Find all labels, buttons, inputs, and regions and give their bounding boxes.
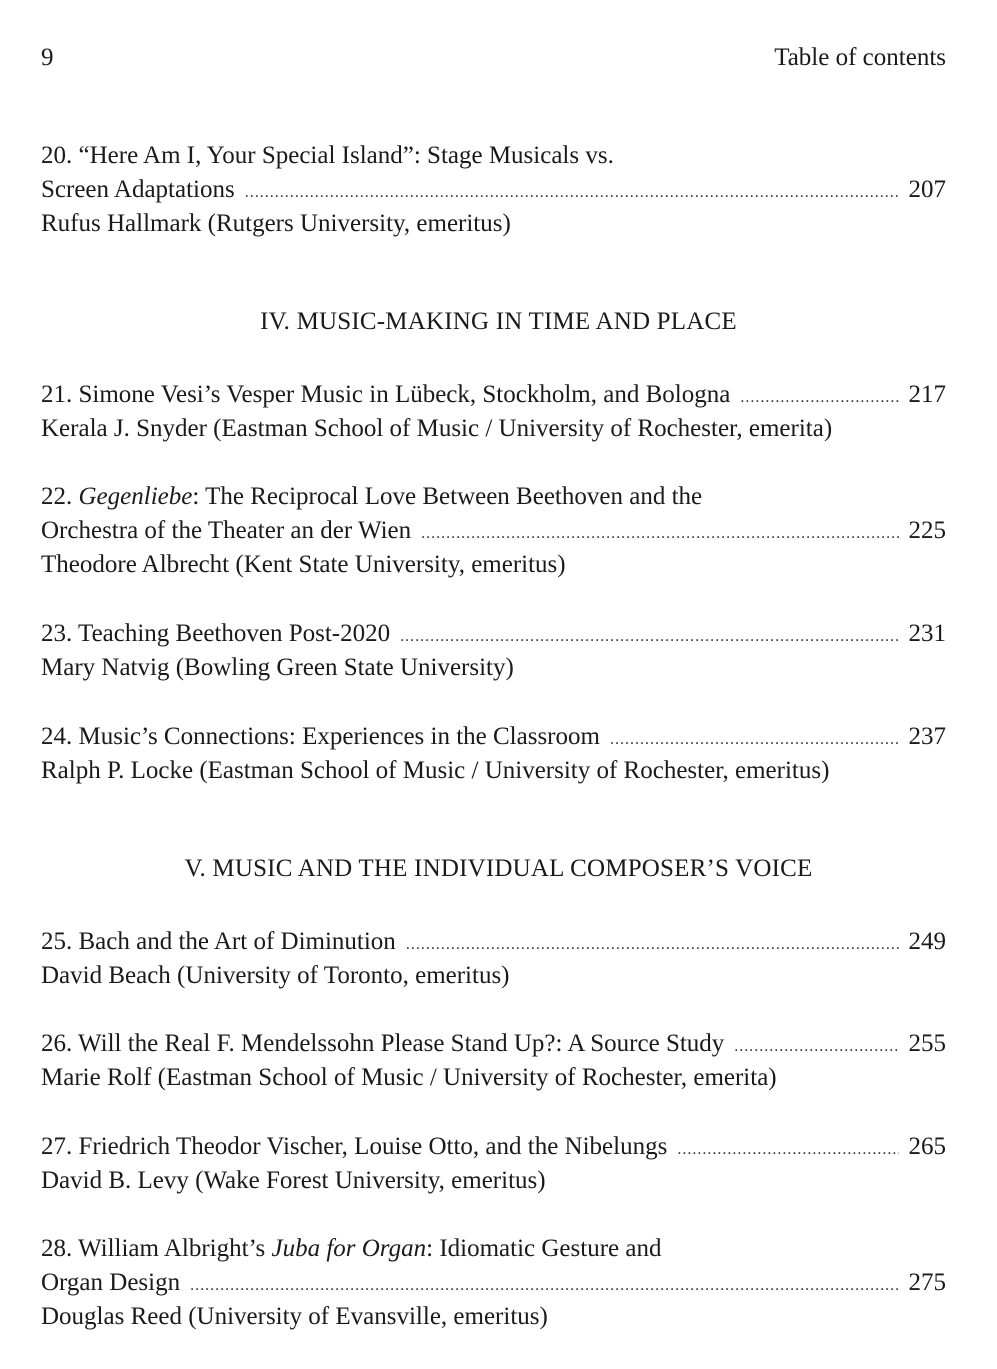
page-number: 9: [41, 44, 54, 71]
entry-title-leader-line: [41, 1027, 946, 1061]
entry-title-leader-line: [41, 1130, 946, 1164]
entry-title: 25. Bach and the Art of Diminution: [41, 928, 396, 955]
toc-entry-27[interactable]: [41, 1130, 946, 1198]
entry-title-rest: : Idiomatic Gesture and: [426, 1235, 662, 1262]
entry-title-pre: 28. William Albright’s: [41, 1235, 272, 1262]
section-heading-iv: IV. MUSIC-MAKING IN TIME AND PLACE: [260, 308, 737, 335]
toc-entry-24[interactable]: [41, 720, 946, 788]
entry-title: 24. Music’s Connections: Experiences in the Classroom: [41, 723, 600, 750]
entry-author: Marie Rolf (Eastman School of Music / University of Rochester, emerita): [41, 1064, 777, 1091]
page-ref: 231: [908, 620, 946, 647]
entry-title-leader-line: [41, 617, 946, 651]
entry-italic-title: Juba for Organ: [271, 1235, 427, 1262]
page-ref: 265: [908, 1133, 946, 1160]
toc-entry-25[interactable]: [41, 925, 946, 993]
running-title: Table of contents: [774, 44, 946, 71]
entry-title: 21. Simone Vesi’s Vesper Music in Lübeck, Stockholm, and Bologna: [41, 381, 731, 408]
entry-title-continuation: Screen Adaptations: [41, 176, 235, 203]
entry-author: Ralph P. Locke (Eastman School of Music / University of Rochester, emeritus): [41, 757, 830, 784]
entry-author: David Beach (University of Toronto, emeritus): [41, 962, 510, 989]
entry-author: Theodore Albrecht (Kent State University, emeritus): [41, 551, 566, 578]
entry-title-leader-line: [41, 514, 946, 548]
dot-leader: [245, 176, 899, 210]
entry-title-leader-line: [41, 378, 946, 412]
entry-title-rest: : The Reciprocal Love Between Beethoven and the: [192, 483, 703, 510]
dot-leader: [190, 1269, 898, 1303]
entry-italic-title: Gegenliebe: [78, 483, 193, 510]
dot-leader: [421, 517, 898, 551]
toc-entry-21[interactable]: [41, 378, 946, 446]
entry-title-line: [41, 1232, 946, 1266]
toc-entry-28[interactable]: [41, 1232, 946, 1334]
toc-entry-22[interactable]: [41, 480, 946, 582]
page-ref: 237: [908, 723, 946, 750]
entry-title-leader-line: [41, 925, 946, 959]
dot-leader: [734, 1030, 898, 1064]
page-ref: 225: [908, 517, 946, 544]
entry-title-continuation: Organ Design: [41, 1269, 181, 1296]
dot-leader: [400, 620, 898, 654]
entry-title: 27. Friedrich Theodor Vischer, Louise Otto, and the Nibelungs: [41, 1133, 668, 1160]
dot-leader: [406, 928, 899, 962]
entry-author: Mary Natvig (Bowling Green State University): [41, 654, 514, 681]
entry-title-line: 20. “Here Am I, Your Special Island”: Stage Musicals vs.: [41, 142, 614, 169]
page-ref: 217: [908, 381, 946, 408]
entry-author: Douglas Reed (University of Evansville, emeritus): [41, 1303, 548, 1330]
page-ref: 275: [908, 1269, 946, 1296]
entry-title-leader-line: [41, 1266, 946, 1300]
page-header: [41, 44, 946, 80]
entry-author: Kerala J. Snyder (Eastman School of Music / University of Rochester, emerita): [41, 415, 833, 442]
dot-leader: [677, 1133, 898, 1167]
entry-author: David B. Levy (Wake Forest University, emeritus): [41, 1167, 546, 1194]
dot-leader: [740, 381, 898, 415]
entry-number: 22.: [41, 483, 73, 510]
toc-entry-26[interactable]: [41, 1027, 946, 1095]
entry-title-continuation: Orchestra of the Theater an der Wien: [41, 517, 412, 544]
entry-title-leader-line: [41, 173, 946, 207]
page-ref: 249: [908, 928, 946, 955]
toc-entry-23[interactable]: [41, 617, 946, 685]
entry-author: Rufus Hallmark (Rutgers University, emeritus): [41, 210, 511, 237]
entry-title-line: [41, 480, 946, 514]
page-ref: 207: [908, 176, 946, 203]
page-ref: 255: [908, 1030, 946, 1057]
toc-entry-20[interactable]: [41, 139, 946, 241]
entry-title: 23. Teaching Beethoven Post-2020: [41, 620, 391, 647]
section-heading-v: V. MUSIC AND THE INDIVIDUAL COMPOSER’S VOICE: [184, 855, 813, 882]
entry-title-leader-line: [41, 720, 946, 754]
dot-leader: [610, 723, 899, 757]
entry-title: 26. Will the Real F. Mendelssohn Please Stand Up?: A Source Study: [41, 1030, 725, 1057]
